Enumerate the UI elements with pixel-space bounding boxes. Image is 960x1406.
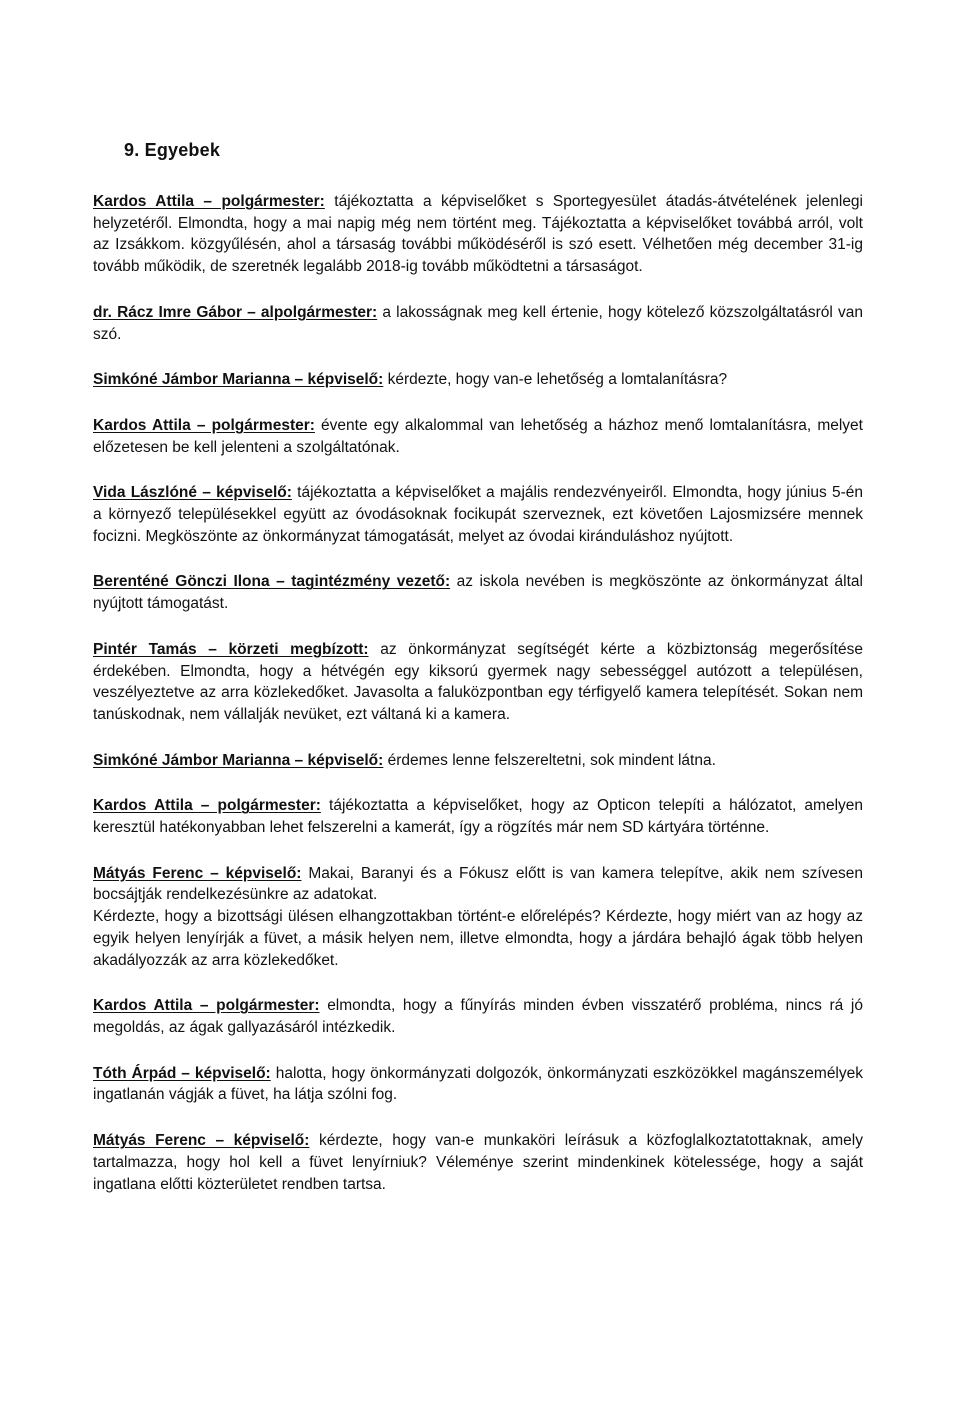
paragraph-text: az önkormányzat segítségét kérte a közbiztonság megerősítése érdekében. Elmondta, hogy a hétvégén egy kiksorú gyermek nagy sebességgel autózott a településen, veszélyeztetve az arra közlekedőket. Javasolta a faluközpontban egy térfigyelő kamera telepítését. Sokan nem tanúskodnak, nem vállalják nevüket, ezt váltaná ki a kamera. xyxy=(93,640,863,723)
paragraph-text: a lakosságnak meg kell értenie, hogy kötelező közszolgáltatásról van szó. xyxy=(93,303,864,343)
speaker-name: Kardos Attila – polgármester: xyxy=(93,193,325,210)
document-page xyxy=(93,140,863,1219)
speaker-name: Tóth Árpád – képviselő: xyxy=(93,1064,271,1082)
minutes-paragraph xyxy=(93,302,863,345)
speaker-name: Simkóné Jámbor Marianna – képviselő: xyxy=(93,371,384,389)
paragraph-text: tájékoztatta a képviselőket a majális rendezvényeiről. Elmondta, hogy június 5-én a környező településekkel együtt az óvodásoknak focikupát szerveznek, ezt követően Lajosmizsére mennek focizni. Megköszönte az önkormányzat támogatását, melyet az óvodai kiránduláshoz nyújtott. xyxy=(93,484,863,545)
paragraph-text: érdemes lenne felszereltetni, sok mindent látna. xyxy=(383,751,716,769)
minutes-paragraph xyxy=(93,369,863,391)
speaker-name: Pintér Tamás – körzeti megbízott: xyxy=(93,640,369,658)
speaker-name: Simkóné Jámbor Marianna – képviselő: xyxy=(93,751,384,769)
minutes-paragraph xyxy=(93,1130,863,1195)
paragraph-continuation: Kérdezte, hogy a bizottsági ülésen elhangzottakban történt-e előrelépés? Kérdezte, hogy miért van az hogy az egyik helyen lenyírják a füvet, a másik helyen nem, illetve elmondta, hogy a járdára behajló ágak több helyen akadályozzák az arra közlekedőket. xyxy=(93,908,863,969)
speaker-name: Mátyás Ferenc – képviselő: xyxy=(93,1132,310,1150)
speaker-name: Berenténé Gönczi Ilona – tagintézmény vezető: xyxy=(93,573,451,591)
paragraph-text: kérdezte, hogy van-e munkaköri leírásuk a közfoglalkoztatottaknak, amely tartalmazza, hogy hol kell a füvet lenyírniuk? Véleménye szerint mindenkinek kötelessége, hogy a saját ingatlana előtti közterületet rendben tartsa. xyxy=(93,1132,863,1193)
minutes-paragraph xyxy=(93,995,863,1038)
minutes-paragraph xyxy=(93,795,863,838)
paragraph-text: Makai, Baranyi és a Fókusz előtt is van kamera telepítve, akik nem szívesen bocsájtják rendelkezésünkre az adatokat. xyxy=(93,864,863,904)
paragraph-text: halotta, hogy önkormányzati dolgozók, önkormányzati eszközökkel magánszemélyek ingatlanán vágják a füvet, ha látja szólni fog. xyxy=(93,1064,863,1104)
speaker-name: Kardos Attila – polgármester: xyxy=(93,416,315,434)
minutes-paragraph xyxy=(93,639,863,726)
minutes-paragraph xyxy=(93,191,863,278)
paragraph-text: kérdezte, hogy van-e lehetőség a lomtalanításra? xyxy=(383,371,728,389)
paragraph-text: évente egy alkalommal van lehetőség a házhoz menő lomtalanításra, melyet előzetesen be kell jelenteni a szolgáltatónak. xyxy=(93,416,863,456)
speaker-name: Mátyás Ferenc – képviselő: xyxy=(93,864,302,882)
minutes-paragraph xyxy=(93,863,863,972)
minutes-paragraph xyxy=(93,482,863,547)
speaker-name: Kardos Attila – polgármester: xyxy=(93,997,320,1015)
paragraph-text: tájékoztatta a képviselőket s Sportegyesület átadás-átvételének jelenlegi helyzetéről. Elmondta, hogy a mai napig még nem történt meg. Tájékoztatta a képviselőket továbbá arról, volt az Izsákkom. közgyűlésén, ahol a társaság további működéséről is szó esett. Vélhetően még december 31-ig tovább működik, de szeretnék legalább 2018-ig tovább működtetni a társaságot. xyxy=(93,193,863,276)
minutes-paragraph xyxy=(93,1063,863,1106)
paragraph-text: tájékoztatta a képviselőket, hogy az Opticon telepíti a hálózatot, amelyen keresztül hatékonyabban lehet felszerelni a kamerát, így a rögzítés már nem SD kártyára történne. xyxy=(93,797,864,837)
minutes-paragraph xyxy=(93,750,863,772)
speaker-name: dr. Rácz Imre Gábor – alpolgármester: xyxy=(93,303,378,321)
paragraph-text: az iskola nevében is megköszönte az önkormányzat által nyújtott támogatást. xyxy=(93,573,863,613)
section-heading: 9. Egyebek xyxy=(124,140,221,160)
minutes-paragraph xyxy=(93,415,863,458)
paragraph-text: elmondta, hogy a fűnyírás minden évben visszatérő probléma, nincs rá jó megoldás, az ágak gallyazásáról intézkedik. xyxy=(93,997,863,1036)
minutes-paragraph xyxy=(93,571,863,614)
speaker-name: Kardos Attila – polgármester: xyxy=(93,797,321,815)
speaker-name: Vida Lászlóné – képviselő: xyxy=(93,484,292,502)
